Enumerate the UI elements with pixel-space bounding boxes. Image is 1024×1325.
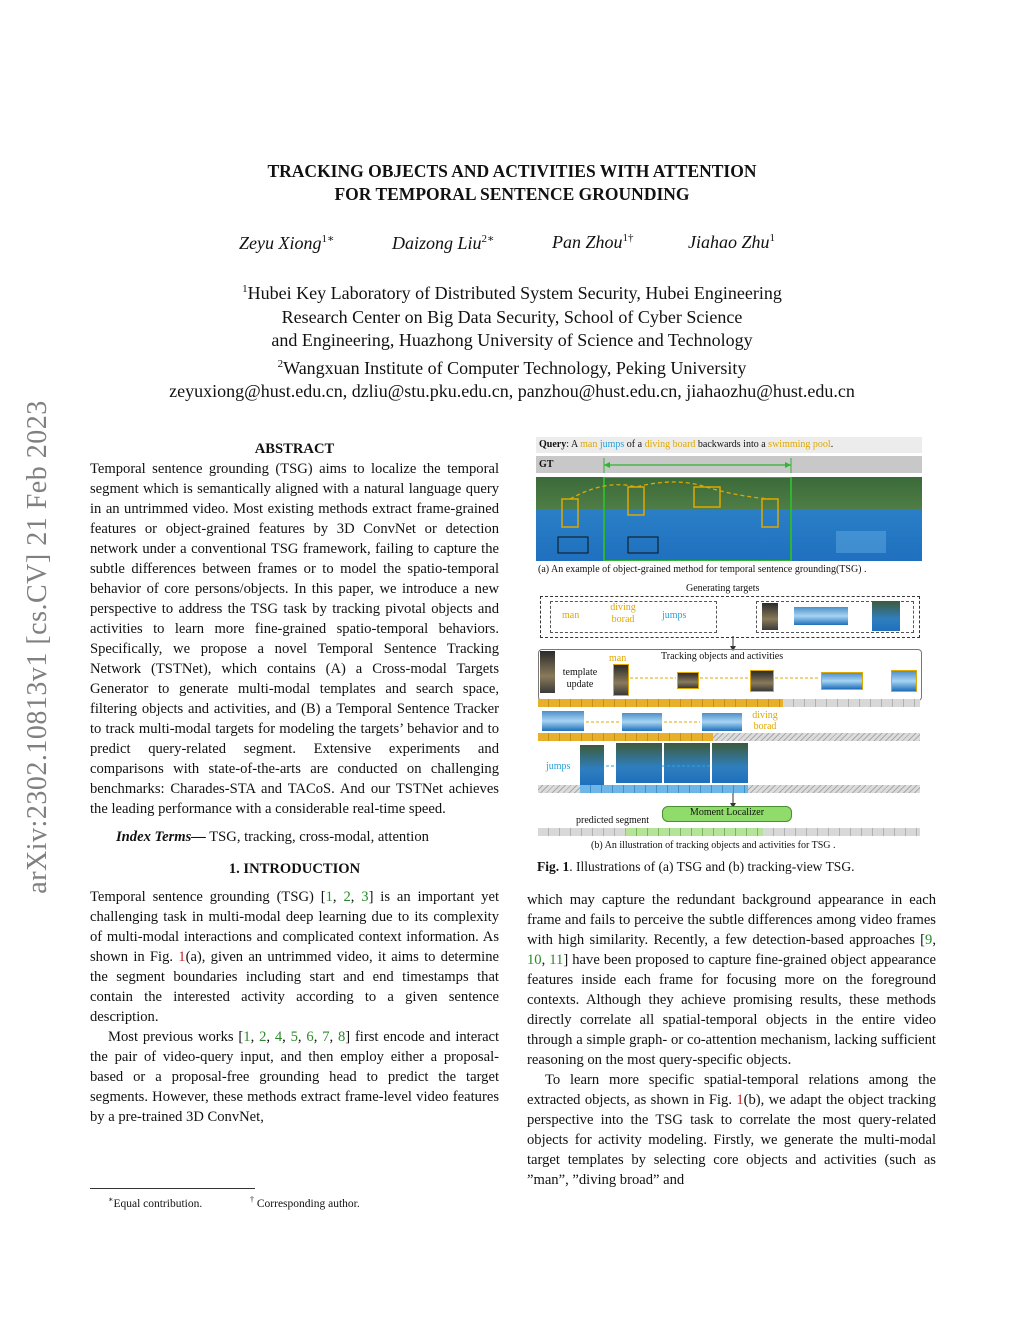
target-man: man — [562, 610, 580, 621]
jumps-label: jumps — [546, 761, 571, 772]
index-terms-text: TSG, tracking, cross-modal, attention — [205, 829, 429, 845]
track-links-svg — [536, 673, 922, 683]
intro-paragraph-1 — [90, 887, 499, 1027]
affil-emails: zeyuxiong@hust.edu.cn, dzliu@stu.pku.edu.cn, panzhou@hust.edu.cn, jiahaozhu@hust.edu.cn — [169, 381, 855, 401]
query-label: Query — [539, 439, 567, 450]
text-run: Most previous works [ — [108, 1029, 244, 1045]
figure-link[interactable]: 1 — [178, 949, 186, 965]
gt-arrow-head-left — [604, 462, 610, 468]
arxiv-stamp — [8, 352, 68, 942]
figure-1 — [536, 437, 922, 857]
text-run: Temporal sentence grounding (TSG) [ — [90, 889, 326, 905]
abstract-text: Temporal sentence grounding (TSG) aims to localize the temporal segment which is semantically aligned with a natural language query in an untrimmed video. Most existing methods extract frame-grained features or object-grained features by 3D ConvNet or detection network under a conventional TSG framework, failing to capture the subtle differences between frames or to model the spatio-temporal behavior of core persons/objects. In this paper, we introduce a new perspective to address the TSG task by tracking pivotal objects and activities to learn more fine-grained spatio-temporal behaviors. Specifically, we propose a novel Temporal Sentence Tracking Network (TSTNet), which contains (A) a Cross-modal Targets Generator to generate multi-modal templates and search space, filtering objects and activities, and (B) a Temporal Sentence Tracker to track multi-modal targets for modeling the targets’ behavior and to predict query-related segment. Extensive experiments and comparisons with state-of-the-arts are conducted on challenging benchmarks: Charades-STA and TACoS. And our TSTNet achieves the leading performance with a considerable real-time speed. — [90, 461, 499, 817]
jump-score-bar-empty — [538, 785, 580, 793]
text-run: which may capture the redundant background appearance in each frame and fails to perceive the subtle differences among video frames with high similarity. Recently, a few detection-based approaches [ — [527, 892, 936, 948]
footnote-mark: ∗ — [108, 1195, 114, 1204]
board-score-bar-empty — [713, 733, 920, 741]
footnote-mark: † — [250, 1195, 254, 1204]
affil-line-1 — [0, 278, 1024, 306]
citation-link[interactable]: 10 — [527, 952, 542, 968]
query-part: . — [830, 439, 834, 450]
moment-localizer-label: Moment Localizer — [689, 807, 765, 818]
query-man: man — [580, 439, 598, 450]
right-paragraph-1 — [527, 890, 936, 1070]
citation-link[interactable]: 8 — [337, 1029, 346, 1045]
target-thumb-man — [762, 603, 778, 630]
affil-text: Wangxuan Institute of Computer Technology, Peking University — [283, 357, 747, 378]
footnote-rule — [90, 1188, 255, 1189]
citation-link[interactable]: 3 — [361, 889, 369, 905]
generating-targets-label: Generating targets — [686, 583, 760, 594]
jump-score-bar-empty — [748, 785, 920, 793]
query-swimming-pool: swimming pool — [768, 439, 831, 450]
text-run: , — [297, 1029, 307, 1045]
board-label: diving borad — [752, 710, 778, 732]
track-thumb — [540, 651, 555, 693]
pred-bar-segment — [626, 828, 763, 836]
text-run: , — [541, 952, 550, 968]
gt-arrow-svg — [536, 456, 922, 476]
affil-sup: 2 — [277, 357, 284, 370]
text-run: , — [282, 1029, 291, 1045]
figure-link[interactable]: 1 — [736, 1092, 744, 1108]
author-sup: 1∗ — [321, 233, 335, 245]
text-run: , — [250, 1029, 260, 1045]
right-column — [527, 890, 936, 1190]
affil-line-2: Research Center on Big Data Security, School of Cyber Science — [281, 306, 743, 327]
citation-link[interactable]: 1 — [243, 1029, 251, 1045]
index-terms — [90, 827, 499, 847]
tracking-path — [570, 482, 770, 499]
left-column — [90, 439, 499, 1127]
footnote-text: Corresponding author. — [254, 1197, 360, 1210]
figure-1-caption — [537, 859, 854, 875]
man-score-bar-empty — [783, 699, 920, 707]
citation-link[interactable]: 1 — [325, 889, 333, 905]
caption-a: (a) An example of object-grained method for temporal sentence grounding(TSG) . — [538, 564, 867, 575]
text-run: (b), we adapt the object tracking perspective into the TSG task to correlate the most query-related objects for activity modeling. Firstly, we generate the multi-modal target templates by selecting core objects and activities (such as ”man”, ”diving broad” and — [527, 1092, 936, 1188]
predicted-segment-label: predicted segment — [576, 815, 650, 826]
man-box — [762, 499, 778, 527]
citation-link[interactable]: 5 — [290, 1029, 298, 1045]
tracking-label: Tracking objects and activities — [661, 651, 784, 662]
author-name: Zeyu Xiong — [239, 233, 322, 253]
author-sup: 1† — [622, 232, 634, 244]
text-run: ] have been proposed to capture fine-grained object appearance features inside each frame for focusing more on the foreground contexts. Although they achieve promising results, these methods directly correlate all spatial-temporal objects in the entire video through a simple graph- or co-attention mechanism, lacking sufficient reasoning on the most query-specific objects. — [527, 952, 936, 1068]
jump-score-bar — [580, 785, 748, 793]
video-annotations-svg — [536, 477, 922, 561]
citation-link[interactable]: 6 — [306, 1029, 314, 1045]
pred-bar-empty — [763, 828, 920, 836]
citation-link[interactable]: 7 — [322, 1029, 330, 1045]
author-sup: 2∗ — [481, 233, 495, 245]
index-terms-label: Index Terms— — [116, 829, 206, 845]
author-name: Pan Zhou — [552, 232, 623, 252]
target-jumps: jumps — [662, 610, 687, 621]
abstract-heading: ABSTRACT — [254, 441, 335, 457]
intro-heading: 1. INTRODUCTION — [228, 861, 361, 877]
author-list — [0, 232, 1024, 256]
fig-caption-text: . Illustrations of (a) TSG and (b) tracking-view TSG. — [569, 859, 855, 874]
board-box — [628, 537, 658, 553]
affil-line-4 — [0, 353, 1024, 381]
query-part: of a — [624, 439, 645, 450]
pred-bar-empty — [538, 828, 626, 836]
author-sup: 1 — [769, 232, 776, 244]
paper-title — [0, 160, 1024, 206]
gt-region-box — [604, 477, 791, 561]
caption-b: (b) An illustration of tracking objects and activities for TSG . — [591, 840, 836, 851]
man-box — [628, 487, 644, 515]
text-run: To learn more specific spatial-temporal relations among the extracted objects, as shown in Fig. — [527, 1072, 936, 1108]
track-man-label: man — [609, 653, 627, 664]
splash-region — [836, 531, 886, 553]
board-links-svg — [536, 717, 922, 727]
text-run: (a), given an untrimmed video, it aims to determine the segment boundaries including start and end timestamps that contain the interested activity according to a given sentence description. — [90, 949, 499, 1025]
author-4 — [688, 232, 775, 253]
citation-link[interactable]: 2 — [259, 1029, 267, 1045]
footnote-text: Equal contribution. — [113, 1197, 203, 1210]
text-run: , — [266, 1029, 275, 1045]
target-thumb-jump — [872, 601, 900, 631]
gt-label: GT — [539, 459, 554, 470]
affil-sup: 1 — [242, 283, 248, 295]
target-thumb-board — [794, 607, 848, 625]
board-box — [558, 537, 588, 553]
author-name: Daizong Liu — [392, 233, 482, 253]
text-run: , — [313, 1029, 323, 1045]
query-part: backwards into a — [695, 439, 769, 450]
text-run: , — [332, 889, 344, 905]
query-diving-board: diving board — [644, 439, 696, 450]
text-run: ] first encode and interact the pair of video-query input, and then employ either a proposal-based or a proposal-free grounding head to predict the target segments. However, these methods extract frame-level video features by a pre-trained 3D ConvNet, — [90, 1029, 500, 1125]
footnote-1 — [108, 1195, 202, 1210]
query-jumps: jumps — [599, 439, 625, 450]
intro-paragraph-2 — [90, 1027, 499, 1127]
title-line-2: FOR TEMPORAL SENTENCE GROUNDING — [334, 184, 690, 204]
author-3 — [552, 232, 634, 253]
affil-text: Hubei Key Laboratory of Distributed System Security, Hubei Engineering — [247, 283, 782, 303]
template-update-label: template update — [562, 667, 598, 690]
citation-link[interactable]: 2 — [343, 889, 351, 905]
text-run: , — [329, 1029, 338, 1045]
right-paragraph-2 — [527, 1070, 936, 1190]
citation-link[interactable]: 9 — [925, 932, 933, 948]
affiliations — [0, 278, 1024, 404]
citation-link[interactable]: 4 — [274, 1029, 283, 1045]
man-box — [562, 499, 578, 527]
title-line-1: TRACKING OBJECTS AND ACTIVITIES WITH ATTENTION — [267, 161, 757, 181]
citation-link[interactable]: 11 — [549, 952, 564, 968]
author-name: Jiahao Zhu — [688, 232, 770, 252]
gt-arrow-head-right — [785, 462, 791, 468]
jump-links-svg — [536, 761, 922, 771]
fig-caption-label: Fig. 1 — [537, 859, 570, 874]
footnote-2 — [250, 1195, 360, 1210]
text-run: , — [350, 889, 362, 905]
arxiv-id: arXiv:2302.10813v1 [cs.CV] 21 Feb 2023 — [22, 400, 53, 894]
author-1 — [239, 232, 334, 254]
author-2 — [392, 232, 495, 254]
query-text — [539, 439, 833, 450]
target-diving-board: diving borad — [610, 602, 636, 625]
text-run: ] is an important yet challenging task in multi-modal deep learning due to its complexity of multi-modal interactions and complicated context information. As shown in Fig. — [90, 889, 500, 965]
man-score-bar — [538, 699, 783, 707]
text-run: , — [932, 932, 936, 948]
affil-line-3: and Engineering, Huazhong University of Science and Technology — [271, 330, 753, 350]
board-score-bar — [538, 733, 713, 741]
query-part: : A — [566, 439, 581, 450]
